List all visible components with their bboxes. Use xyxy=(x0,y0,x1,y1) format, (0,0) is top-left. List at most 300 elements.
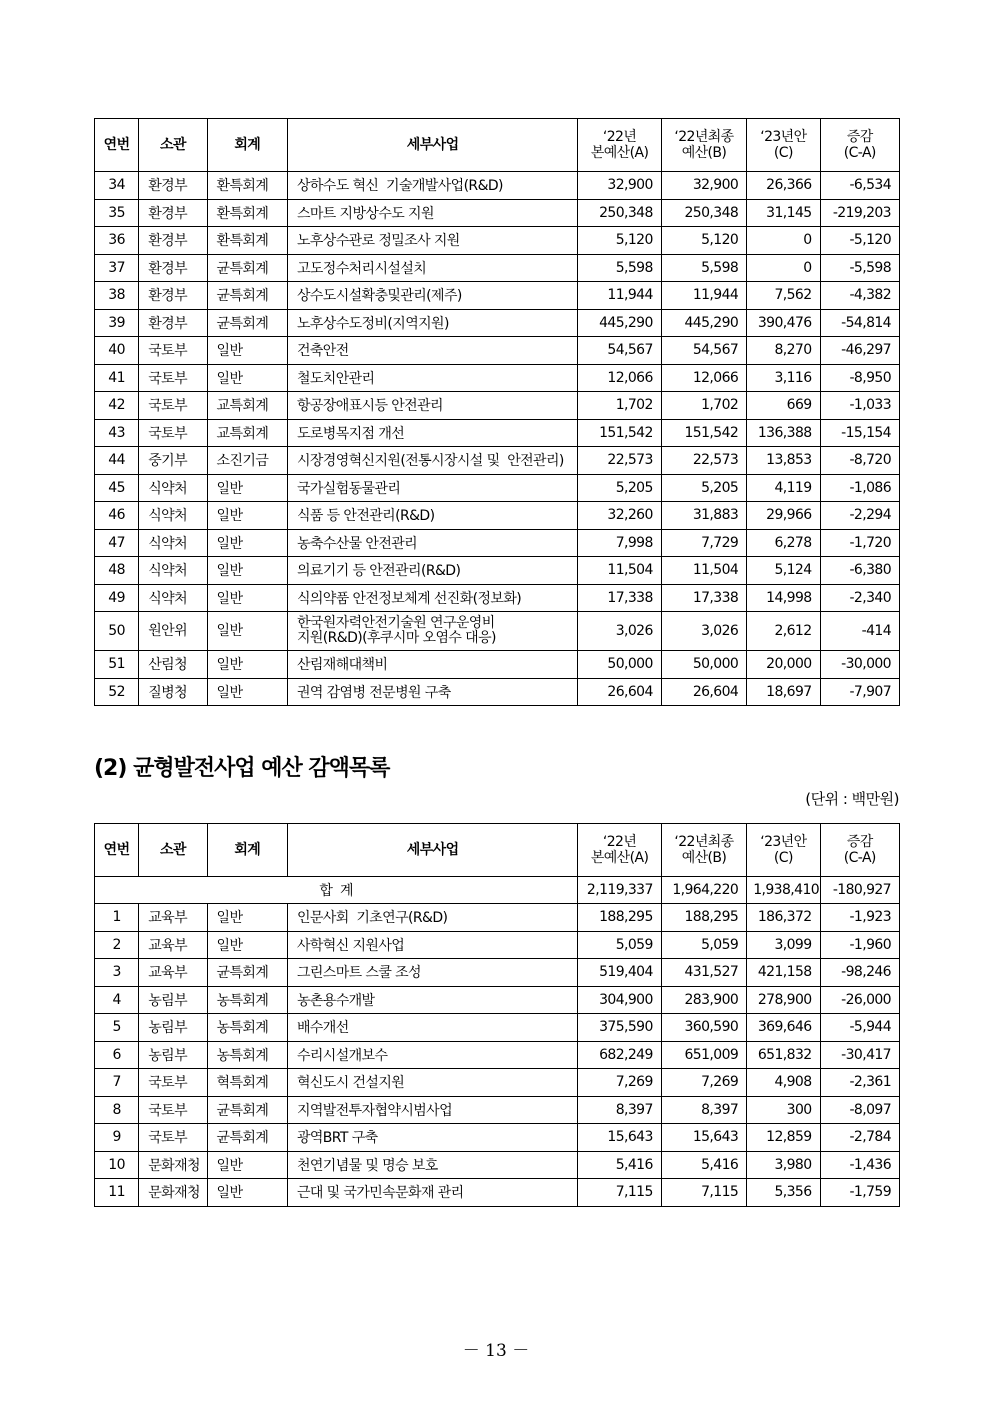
row-no: 2 xyxy=(95,931,139,959)
row-no: 8 xyxy=(95,1096,139,1124)
row-no: 39 xyxy=(95,309,139,337)
row-dept: 식약처 xyxy=(139,502,207,530)
row-col-a: 682,249 xyxy=(578,1041,661,1069)
row-project: 철도치안관리 xyxy=(287,364,577,392)
row-col-b: 11,504 xyxy=(661,557,746,585)
row-no: 11 xyxy=(95,1179,139,1207)
header-col-c-line1: ‘23년안 xyxy=(760,129,807,145)
row-account: 교특회계 xyxy=(207,419,287,447)
row-dept: 문화재청 xyxy=(139,1179,207,1207)
row-col-c: 136,388 xyxy=(747,419,820,447)
total-col-b: 1,964,220 xyxy=(661,877,746,904)
row-col-d: -5,598 xyxy=(820,254,899,282)
row-col-d: -54,814 xyxy=(820,309,899,337)
row-project: 시장경영혁신지원(전통시장시설 및 안전관리) xyxy=(287,447,577,475)
row-col-d: -1,720 xyxy=(820,529,899,557)
header-col-b-line2: 예산(B) xyxy=(681,850,727,866)
row-dept: 농림부 xyxy=(139,1041,207,1069)
row-account: 농특회계 xyxy=(207,1041,287,1069)
row-col-d: -98,246 xyxy=(820,959,899,987)
row-col-d: -46,297 xyxy=(820,337,899,365)
row-col-d: -219,203 xyxy=(820,199,899,227)
header-no: 연번 xyxy=(95,119,139,172)
row-col-b: 7,269 xyxy=(661,1069,746,1097)
row-col-c: 4,119 xyxy=(747,474,820,502)
row-dept: 국토부 xyxy=(139,1069,207,1097)
row-account: 일반 xyxy=(207,502,287,530)
row-col-b: 151,542 xyxy=(661,419,746,447)
row-col-d: -1,960 xyxy=(820,931,899,959)
row-col-b: 26,604 xyxy=(661,678,746,706)
row-col-d: -2,361 xyxy=(820,1069,899,1097)
total-col-d: -180,927 xyxy=(820,877,899,904)
row-col-a: 151,542 xyxy=(578,419,661,447)
header-col-a xyxy=(578,119,661,172)
page-number: － 13 － xyxy=(462,1341,530,1361)
row-project-line1: 한국원자력안전기술원 연구운영비 xyxy=(296,615,495,631)
row-col-a: 7,115 xyxy=(578,1179,661,1207)
row-dept: 식약처 xyxy=(139,474,207,502)
row-project: 산림재해대책비 xyxy=(287,651,577,679)
row-account: 일반 xyxy=(207,474,287,502)
row-dept: 환경부 xyxy=(139,172,207,200)
header-col-b-line1: ‘22년최종 xyxy=(674,129,734,145)
row-col-c: 651,832 xyxy=(747,1041,820,1069)
row-project: 국가실험동물관리 xyxy=(287,474,577,502)
row-col-a: 50,000 xyxy=(578,651,661,679)
row-col-b: 5,205 xyxy=(661,474,746,502)
table-row xyxy=(95,419,900,447)
table-row xyxy=(95,986,900,1014)
row-no: 43 xyxy=(95,419,139,447)
table-header-row xyxy=(95,824,900,877)
table-row xyxy=(95,1041,900,1069)
row-col-d: -8,950 xyxy=(820,364,899,392)
row-col-a: 8,397 xyxy=(578,1096,661,1124)
row-col-c: 3,980 xyxy=(747,1151,820,1179)
table-row xyxy=(95,959,900,987)
row-dept: 식약처 xyxy=(139,557,207,585)
row-no: 45 xyxy=(95,474,139,502)
header-col-a xyxy=(578,824,661,877)
row-dept: 국토부 xyxy=(139,1096,207,1124)
header-project: 세부사업 xyxy=(287,119,577,172)
row-col-d: -4,382 xyxy=(820,282,899,310)
table-row xyxy=(95,557,900,585)
table-row xyxy=(95,254,900,282)
row-col-c: 186,372 xyxy=(747,904,820,932)
row-account: 일반 xyxy=(207,557,287,585)
row-no: 49 xyxy=(95,584,139,612)
row-col-d: -1,033 xyxy=(820,392,899,420)
row-project: 의료기기 등 안전관리(R&D) xyxy=(287,557,577,585)
row-col-b: 5,416 xyxy=(661,1151,746,1179)
row-dept: 식약처 xyxy=(139,584,207,612)
row-col-b: 283,900 xyxy=(661,986,746,1014)
table-row xyxy=(95,227,900,255)
row-col-b: 431,527 xyxy=(661,959,746,987)
row-col-c: 669 xyxy=(747,392,820,420)
row-col-a: 32,260 xyxy=(578,502,661,530)
row-project-line2: 지원(R&D)(후쿠시마 오염수 대응) xyxy=(296,630,496,646)
row-col-a: 519,404 xyxy=(578,959,661,987)
table-row xyxy=(95,904,900,932)
unit-note: (단위 : 백만원) xyxy=(805,790,899,808)
row-dept: 환경부 xyxy=(139,309,207,337)
row-no: 6 xyxy=(95,1041,139,1069)
row-col-b: 651,009 xyxy=(661,1041,746,1069)
row-col-a: 7,269 xyxy=(578,1069,661,1097)
table-2-body xyxy=(95,877,900,1207)
header-col-c-line1: ‘23년안 xyxy=(760,834,807,850)
row-col-b: 54,567 xyxy=(661,337,746,365)
row-no: 47 xyxy=(95,529,139,557)
table-row xyxy=(95,337,900,365)
row-no: 34 xyxy=(95,172,139,200)
row-dept: 국토부 xyxy=(139,337,207,365)
row-col-d: -1,759 xyxy=(820,1179,899,1207)
row-col-c: 18,697 xyxy=(747,678,820,706)
row-account: 교특회계 xyxy=(207,392,287,420)
row-col-d: -5,120 xyxy=(820,227,899,255)
row-col-c: 7,562 xyxy=(747,282,820,310)
table-row xyxy=(95,199,900,227)
row-dept: 국토부 xyxy=(139,1124,207,1152)
row-project: 수리시설개보수 xyxy=(287,1041,577,1069)
row-col-c: 5,124 xyxy=(747,557,820,585)
row-col-a: 188,295 xyxy=(578,904,661,932)
table-row xyxy=(95,502,900,530)
row-col-a: 54,567 xyxy=(578,337,661,365)
row-account: 환특회계 xyxy=(207,172,287,200)
row-account: 일반 xyxy=(207,931,287,959)
row-col-b: 11,944 xyxy=(661,282,746,310)
header-col-d-line1: 증감 xyxy=(846,129,873,145)
row-project: 인문사회 기초연구(R&D) xyxy=(287,904,577,932)
table-row xyxy=(95,1179,900,1207)
row-account: 균특회계 xyxy=(207,959,287,987)
row-col-c: 2,612 xyxy=(747,612,820,651)
table-row xyxy=(95,1151,900,1179)
row-col-a: 11,944 xyxy=(578,282,661,310)
row-col-d: -1,086 xyxy=(820,474,899,502)
table-row xyxy=(95,651,900,679)
row-col-c: 14,998 xyxy=(747,584,820,612)
row-dept: 국토부 xyxy=(139,419,207,447)
row-no: 41 xyxy=(95,364,139,392)
row-no: 51 xyxy=(95,651,139,679)
table-row xyxy=(95,584,900,612)
row-col-a: 5,416 xyxy=(578,1151,661,1179)
row-col-b: 360,590 xyxy=(661,1014,746,1042)
row-project: 스마트 지방상수도 지원 xyxy=(287,199,577,227)
row-col-d: -414 xyxy=(820,612,899,651)
row-project: 상수도시설확충및관리(제주) xyxy=(287,282,577,310)
row-col-a: 22,573 xyxy=(578,447,661,475)
header-col-a-line2: 본예산(A) xyxy=(590,145,649,161)
row-account: 혁특회계 xyxy=(207,1069,287,1097)
row-account: 일반 xyxy=(207,1179,287,1207)
row-col-c: 390,476 xyxy=(747,309,820,337)
header-col-b xyxy=(661,824,746,877)
row-no: 7 xyxy=(95,1069,139,1097)
table-header-row xyxy=(95,119,900,172)
row-col-b: 7,115 xyxy=(661,1179,746,1207)
table-row xyxy=(95,474,900,502)
table-row xyxy=(95,612,900,651)
row-col-d: -1,923 xyxy=(820,904,899,932)
row-col-d: -8,720 xyxy=(820,447,899,475)
header-col-b-line2: 예산(B) xyxy=(681,145,727,161)
table-row xyxy=(95,1096,900,1124)
row-project: 노후상수관로 정밀조사 지원 xyxy=(287,227,577,255)
row-project: 지역발전투자협약시범사업 xyxy=(287,1096,577,1124)
row-col-d: -30,000 xyxy=(820,651,899,679)
row-no: 36 xyxy=(95,227,139,255)
header-dept: 소관 xyxy=(139,824,207,877)
header-dept: 소관 xyxy=(139,119,207,172)
header-col-d-line2: (C-A) xyxy=(843,145,876,161)
row-col-c: 369,646 xyxy=(747,1014,820,1042)
row-no: 35 xyxy=(95,199,139,227)
total-col-c: 1,938,410 xyxy=(747,877,820,904)
table-1-body xyxy=(95,172,900,706)
row-col-d: -7,907 xyxy=(820,678,899,706)
row-col-b: 1,702 xyxy=(661,392,746,420)
table-row xyxy=(95,282,900,310)
row-dept: 교육부 xyxy=(139,931,207,959)
row-col-d: -6,534 xyxy=(820,172,899,200)
row-project: 권역 감염병 전문병원 구축 xyxy=(287,678,577,706)
row-dept: 환경부 xyxy=(139,227,207,255)
header-col-c-line2: (C) xyxy=(773,145,793,161)
header-col-b xyxy=(661,119,746,172)
row-col-c: 31,145 xyxy=(747,199,820,227)
total-row xyxy=(95,877,900,904)
row-col-b: 31,883 xyxy=(661,502,746,530)
row-dept: 산림청 xyxy=(139,651,207,679)
row-dept: 국토부 xyxy=(139,364,207,392)
row-dept: 질병청 xyxy=(139,678,207,706)
row-project: 항공장애표시등 안전관리 xyxy=(287,392,577,420)
row-dept: 환경부 xyxy=(139,199,207,227)
row-col-b: 250,348 xyxy=(661,199,746,227)
row-col-c: 0 xyxy=(747,227,820,255)
row-no: 4 xyxy=(95,986,139,1014)
header-col-d xyxy=(820,119,899,172)
row-col-c: 3,099 xyxy=(747,931,820,959)
table-row xyxy=(95,1069,900,1097)
header-col-c xyxy=(747,824,820,877)
row-account: 일반 xyxy=(207,584,287,612)
row-project: 농축수산물 안전관리 xyxy=(287,529,577,557)
row-account: 일반 xyxy=(207,1151,287,1179)
row-account: 균특회계 xyxy=(207,282,287,310)
table-row xyxy=(95,364,900,392)
header-col-c-line2: (C) xyxy=(773,850,793,866)
row-no: 9 xyxy=(95,1124,139,1152)
row-account: 일반 xyxy=(207,904,287,932)
row-project: 노후상수도정비(지역지원) xyxy=(287,309,577,337)
row-no: 3 xyxy=(95,959,139,987)
budget-reduction-table-1 xyxy=(94,118,900,706)
row-col-a: 375,590 xyxy=(578,1014,661,1042)
header-col-a-line1: ‘22년 xyxy=(602,129,637,145)
row-col-d: -2,784 xyxy=(820,1124,899,1152)
row-account: 균특회계 xyxy=(207,1096,287,1124)
row-dept: 국토부 xyxy=(139,392,207,420)
table-row xyxy=(95,1014,900,1042)
row-dept: 식약처 xyxy=(139,529,207,557)
row-account: 환특회계 xyxy=(207,199,287,227)
row-project: 식의약품 안전정보체계 선진화(정보화) xyxy=(287,584,577,612)
total-label: 합 계 xyxy=(95,877,578,904)
row-col-d: -2,294 xyxy=(820,502,899,530)
row-dept: 농림부 xyxy=(139,1014,207,1042)
header-col-d xyxy=(820,824,899,877)
row-col-c: 278,900 xyxy=(747,986,820,1014)
row-col-b: 32,900 xyxy=(661,172,746,200)
row-no: 1 xyxy=(95,904,139,932)
row-no: 38 xyxy=(95,282,139,310)
row-account: 일반 xyxy=(207,612,287,651)
row-col-a: 3,026 xyxy=(578,612,661,651)
row-dept: 농림부 xyxy=(139,986,207,1014)
row-col-c: 421,158 xyxy=(747,959,820,987)
header-col-a-line1: ‘22년 xyxy=(602,834,637,850)
table-row xyxy=(95,931,900,959)
row-col-d: -5,944 xyxy=(820,1014,899,1042)
row-col-b: 3,026 xyxy=(661,612,746,651)
header-col-c xyxy=(747,119,820,172)
row-col-d: -30,417 xyxy=(820,1041,899,1069)
row-col-b: 17,338 xyxy=(661,584,746,612)
header-project: 세부사업 xyxy=(287,824,577,877)
row-col-a: 250,348 xyxy=(578,199,661,227)
header-col-a-line2: 본예산(A) xyxy=(590,850,649,866)
row-col-a: 11,504 xyxy=(578,557,661,585)
row-col-a: 5,059 xyxy=(578,931,661,959)
row-col-b: 5,120 xyxy=(661,227,746,255)
header-col-b-line1: ‘22년최종 xyxy=(674,834,734,850)
row-col-b: 7,729 xyxy=(661,529,746,557)
row-account: 일반 xyxy=(207,678,287,706)
row-account: 농특회계 xyxy=(207,1014,287,1042)
row-col-b: 50,000 xyxy=(661,651,746,679)
row-dept: 원안위 xyxy=(139,612,207,651)
row-col-a: 304,900 xyxy=(578,986,661,1014)
row-dept: 환경부 xyxy=(139,282,207,310)
row-project: 배수개선 xyxy=(287,1014,577,1042)
row-no: 44 xyxy=(95,447,139,475)
row-col-c: 26,366 xyxy=(747,172,820,200)
row-col-b: 12,066 xyxy=(661,364,746,392)
row-col-a: 17,338 xyxy=(578,584,661,612)
row-project: 혁신도시 건설지원 xyxy=(287,1069,577,1097)
row-col-a: 32,900 xyxy=(578,172,661,200)
row-col-a: 5,205 xyxy=(578,474,661,502)
row-account: 일반 xyxy=(207,337,287,365)
row-col-c: 13,853 xyxy=(747,447,820,475)
row-col-a: 1,702 xyxy=(578,392,661,420)
row-col-d: -26,000 xyxy=(820,986,899,1014)
header-col-d-line2: (C-A) xyxy=(843,850,876,866)
table-row xyxy=(95,1124,900,1152)
row-col-b: 8,397 xyxy=(661,1096,746,1124)
table-row xyxy=(95,172,900,200)
row-col-d: -8,097 xyxy=(820,1096,899,1124)
row-col-c: 5,356 xyxy=(747,1179,820,1207)
row-no: 5 xyxy=(95,1014,139,1042)
row-col-d: -1,436 xyxy=(820,1151,899,1179)
header-account: 회계 xyxy=(207,119,287,172)
row-col-b: 5,059 xyxy=(661,931,746,959)
row-col-b: 22,573 xyxy=(661,447,746,475)
row-col-a: 26,604 xyxy=(578,678,661,706)
table-row xyxy=(95,447,900,475)
row-dept: 교육부 xyxy=(139,904,207,932)
row-col-a: 7,998 xyxy=(578,529,661,557)
row-project: 상하수도 혁신 기술개발사업(R&D) xyxy=(287,172,577,200)
table-row xyxy=(95,678,900,706)
row-no: 40 xyxy=(95,337,139,365)
row-no: 52 xyxy=(95,678,139,706)
total-col-a: 2,119,337 xyxy=(578,877,661,904)
row-account: 환특회계 xyxy=(207,227,287,255)
row-col-c: 300 xyxy=(747,1096,820,1124)
row-no: 48 xyxy=(95,557,139,585)
row-project: 그린스마트 스쿨 조성 xyxy=(287,959,577,987)
row-account: 균특회계 xyxy=(207,1124,287,1152)
row-account: 균특회계 xyxy=(207,309,287,337)
row-col-c: 0 xyxy=(747,254,820,282)
row-col-c: 4,908 xyxy=(747,1069,820,1097)
row-col-c: 8,270 xyxy=(747,337,820,365)
row-account: 일반 xyxy=(207,651,287,679)
section-title: (2) 균형발전사업 예산 감액목록 xyxy=(94,756,390,781)
row-project: 도로병목지점 개선 xyxy=(287,419,577,447)
row-dept: 문화재청 xyxy=(139,1151,207,1179)
row-col-a: 5,120 xyxy=(578,227,661,255)
row-account: 균특회계 xyxy=(207,254,287,282)
row-project: 광역BRT 구축 xyxy=(287,1124,577,1152)
row-no: 42 xyxy=(95,392,139,420)
row-col-a: 15,643 xyxy=(578,1124,661,1152)
row-col-b: 5,598 xyxy=(661,254,746,282)
row-col-d: -6,380 xyxy=(820,557,899,585)
row-col-a: 5,598 xyxy=(578,254,661,282)
row-project: 건축안전 xyxy=(287,337,577,365)
row-col-c: 3,116 xyxy=(747,364,820,392)
row-col-d: -2,340 xyxy=(820,584,899,612)
row-col-b: 15,643 xyxy=(661,1124,746,1152)
row-col-d: -15,154 xyxy=(820,419,899,447)
table-row xyxy=(95,529,900,557)
row-dept: 교육부 xyxy=(139,959,207,987)
row-project: 천연기념물 및 명승 보호 xyxy=(287,1151,577,1179)
row-col-a: 445,290 xyxy=(578,309,661,337)
row-dept: 중기부 xyxy=(139,447,207,475)
row-account: 소진기금 xyxy=(207,447,287,475)
row-account: 농특회계 xyxy=(207,986,287,1014)
table-row xyxy=(95,309,900,337)
row-account: 일반 xyxy=(207,364,287,392)
table-row xyxy=(95,392,900,420)
row-no: 37 xyxy=(95,254,139,282)
row-col-c: 12,859 xyxy=(747,1124,820,1152)
row-project: 사학혁신 지원사업 xyxy=(287,931,577,959)
row-dept: 환경부 xyxy=(139,254,207,282)
